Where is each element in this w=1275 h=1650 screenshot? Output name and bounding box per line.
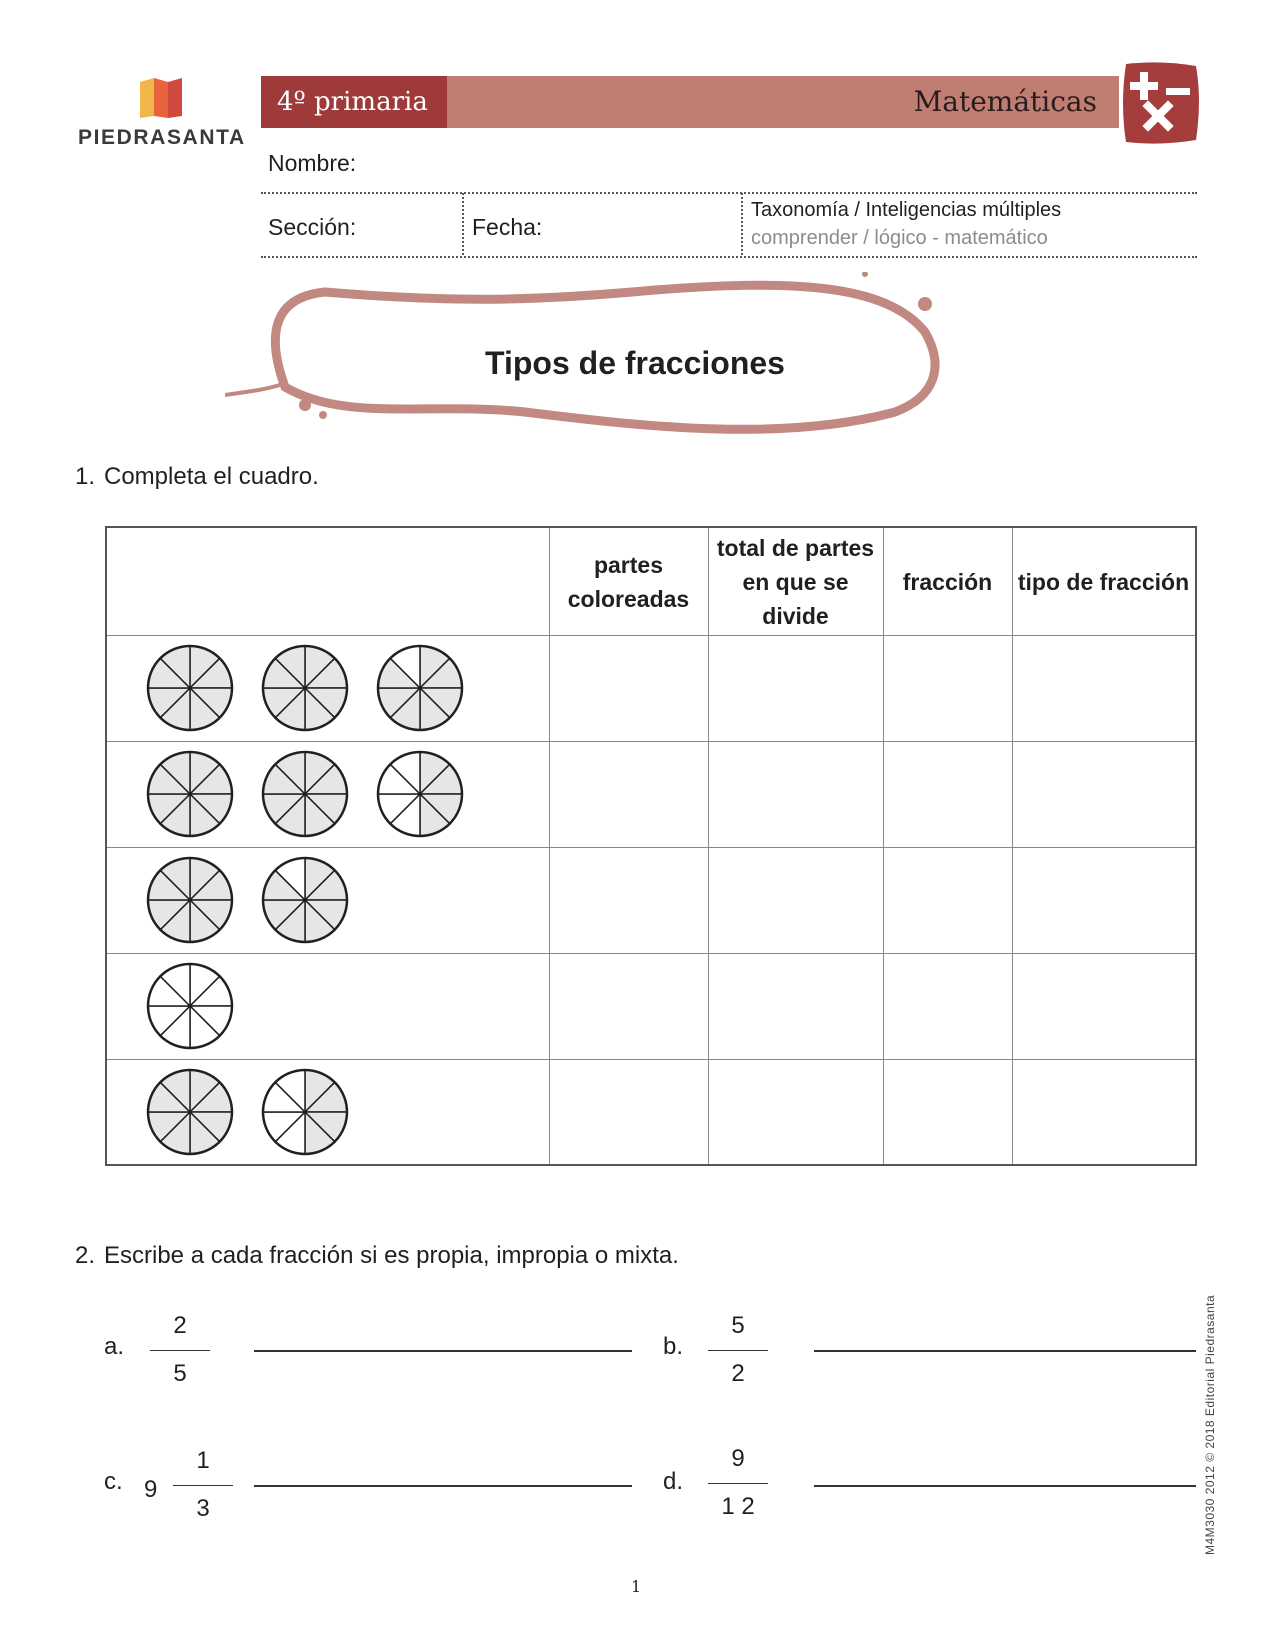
divider-line xyxy=(261,192,1197,194)
taxonomy-title: Taxonomía / Inteligencias múltiples xyxy=(751,199,1062,221)
question-2-text: Escribe a cada fracción si es propia, impropia o mixta. xyxy=(104,1242,679,1269)
item-d-letter: d. xyxy=(663,1468,684,1495)
item-b-denominator: 2 xyxy=(731,1360,745,1387)
question-2-number: 2. xyxy=(75,1242,96,1269)
fraction-circles xyxy=(107,528,547,1164)
fraction-circle xyxy=(148,646,232,730)
logo-text: PIEDRASANTA xyxy=(78,126,246,149)
fraction-circle xyxy=(263,858,347,942)
page-number: 1 xyxy=(631,1577,642,1596)
subject-label: Matemáticas xyxy=(913,85,1097,118)
header-banner xyxy=(261,76,1119,128)
fraction-circle xyxy=(263,752,347,836)
publisher-logo xyxy=(78,76,248,156)
item-a-answer-line[interactable] xyxy=(254,1350,632,1352)
header-partes-coloreadas: partes coloreadas xyxy=(567,551,690,612)
item-d-numerator: 9 xyxy=(731,1445,745,1472)
fraction-circle xyxy=(378,752,462,836)
fraction-bar xyxy=(150,1350,210,1351)
taxonomy-values: comprender / lógico - matemático xyxy=(751,227,1048,249)
column-divider xyxy=(883,528,884,1164)
header-fraccion: fracción xyxy=(902,568,993,595)
grade-label: 4º primaria xyxy=(261,76,447,128)
divider-vertical xyxy=(462,193,464,255)
page-title: Tipos de fracciones xyxy=(485,345,785,381)
item-a-numerator: 2 xyxy=(173,1312,187,1339)
copyright-note: M4M3030 2012 © 2018 Editorial Piedrasanta xyxy=(1203,1294,1217,1555)
item-b-answer-line[interactable] xyxy=(814,1350,1196,1352)
fecha-label: Fecha: xyxy=(472,214,543,240)
fraction-circle xyxy=(148,1070,232,1154)
item-b-letter: b. xyxy=(663,1333,684,1360)
item-a-denominator: 5 xyxy=(173,1360,187,1387)
seccion-label: Sección: xyxy=(268,214,357,240)
divider-vertical xyxy=(741,193,743,255)
column-divider xyxy=(708,528,709,1164)
divider-line xyxy=(261,256,1197,258)
column-divider xyxy=(1012,528,1013,1164)
fractions-table xyxy=(105,526,1197,1166)
header-tipo-fraccion: tipo de fracción xyxy=(1017,568,1190,595)
item-c-whole: 9 xyxy=(144,1476,158,1503)
item-d-answer-line[interactable] xyxy=(814,1485,1196,1487)
fraction-bar xyxy=(173,1485,233,1486)
fraction-bar xyxy=(708,1350,768,1351)
header-total-partes: total de partes en que se divide xyxy=(716,534,875,629)
column-divider xyxy=(549,528,550,1164)
item-c-numerator: 1 xyxy=(196,1447,210,1474)
question-1-number: 1. xyxy=(75,463,96,490)
fraction-circle xyxy=(148,858,232,942)
books-logo-icon xyxy=(138,76,186,118)
nombre-label: Nombre: xyxy=(268,150,357,176)
plus-minus-times-icon xyxy=(1120,60,1202,146)
fraction-circle xyxy=(148,964,232,1048)
item-c-letter: c. xyxy=(104,1468,123,1495)
question-1-text: Completa el cuadro. xyxy=(104,463,319,490)
item-c-denominator: 3 xyxy=(196,1495,210,1522)
item-d-denominator: 1 2 xyxy=(721,1493,755,1520)
item-a-letter: a. xyxy=(104,1333,125,1360)
fraction-circle xyxy=(148,752,232,836)
item-b-numerator: 5 xyxy=(731,1312,745,1339)
fraction-circle xyxy=(263,646,347,730)
fraction-circle xyxy=(378,646,462,730)
item-c-answer-line[interactable] xyxy=(254,1485,632,1487)
fraction-circle xyxy=(263,1070,347,1154)
fraction-bar xyxy=(708,1483,768,1484)
